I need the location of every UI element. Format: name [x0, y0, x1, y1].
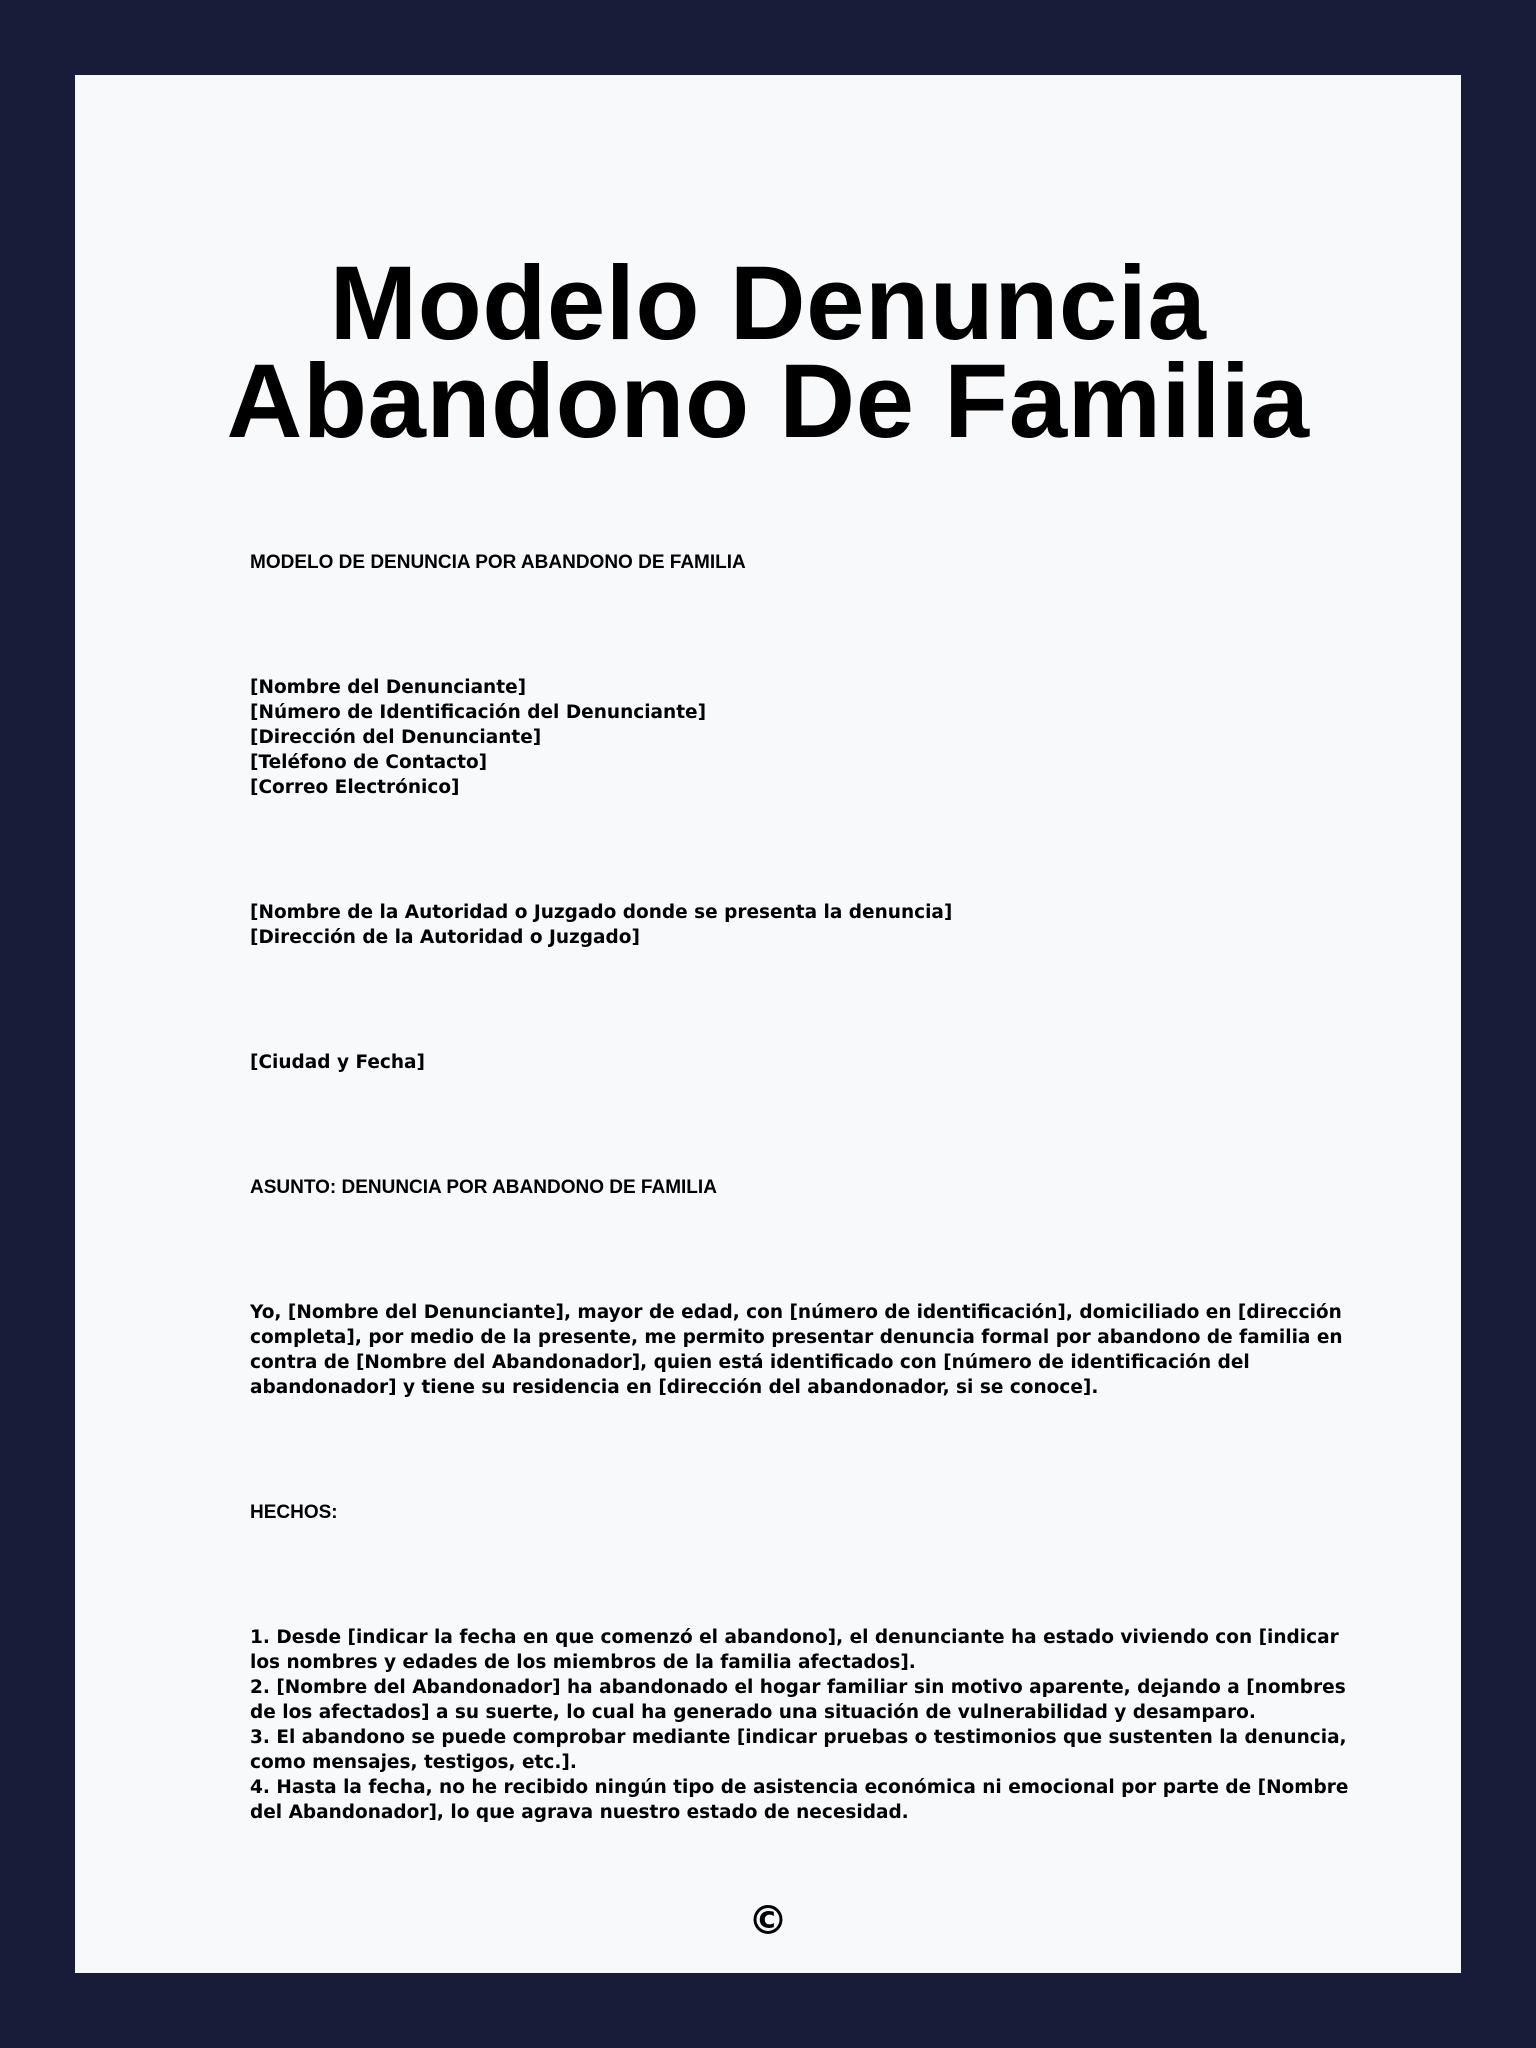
fact-item-4: 4. Hasta la fecha, no he recibido ningún tipo de asistencia económica ni emocional por parte de [Nombre del Abandonador], lo que agrava nuestro estado de necesidad. — [250, 1777, 1349, 1823]
document-title: Modelo Denuncia Abandono De Familia — [226, 245, 1310, 460]
city-date: [Ciudad y Fecha] — [250, 1052, 425, 1073]
intro-block — [250, 1300, 1360, 1400]
fact-item-3: 3. El abandono se puede comprobar mediante [indicar pruebas o testimonios que sustenten la denuncia, como mensajes, testigos, etc.]. — [250, 1727, 1347, 1773]
city-date-block — [250, 1050, 1360, 1075]
subject-block — [250, 1175, 1360, 1200]
authority-details: [Nombre de la Autoridad o Juzgado donde se presenta la denuncia] [Dirección de la Autoridad o Juzgado] — [250, 902, 953, 948]
facts-heading-block — [250, 1500, 1360, 1525]
complainant-details: [Nombre del Denunciante] [Número de Identificación del Denunciante] [Dirección del Denunciante] [Teléfono de Contacto] [Correo Electrónico] — [250, 677, 707, 798]
document-heading-block — [250, 550, 1360, 575]
intro-paragraph: Yo, [Nombre del Denunciante], mayor de edad, con [número de identificación], domiciliado en [dirección completa], por medio de la presente, me permito presentar denuncia formal por abandono de familia en contra de [Nombre del Abandonador], quien está identificado con [número de identificación del abandonador] y tiene su residencia en [dirección del abandonador, si se conoce]. — [250, 1302, 1343, 1398]
document-heading: MODELO DE DENUNCIA POR ABANDONO DE FAMILIA — [250, 552, 746, 573]
complainant-block — [250, 675, 1360, 800]
fact-item-2: 2. [Nombre del Abandonador] ha abandonado el hogar familiar sin motivo aparente, dejando a [nombres de los afectados] a su suerte, lo cual ha generado una situación de vulnerabilidad y desamparo. — [250, 1677, 1346, 1723]
authority-block — [250, 900, 1360, 950]
fact-item-1: 1. Desde [indicar la fecha en que comenzó el abandono], el denunciante ha estado viviendo con [indicar los nombres y edades de los miembros de la familia afectados]. — [250, 1627, 1339, 1673]
facts-heading: HECHOS: — [250, 1502, 338, 1523]
facts-list — [250, 1625, 1360, 1825]
subject-line: ASUNTO: DENUNCIA POR ABANDONO DE FAMILIA — [250, 1177, 717, 1198]
document-page — [75, 75, 1461, 1973]
copyright-icon: © — [748, 1898, 788, 1944]
